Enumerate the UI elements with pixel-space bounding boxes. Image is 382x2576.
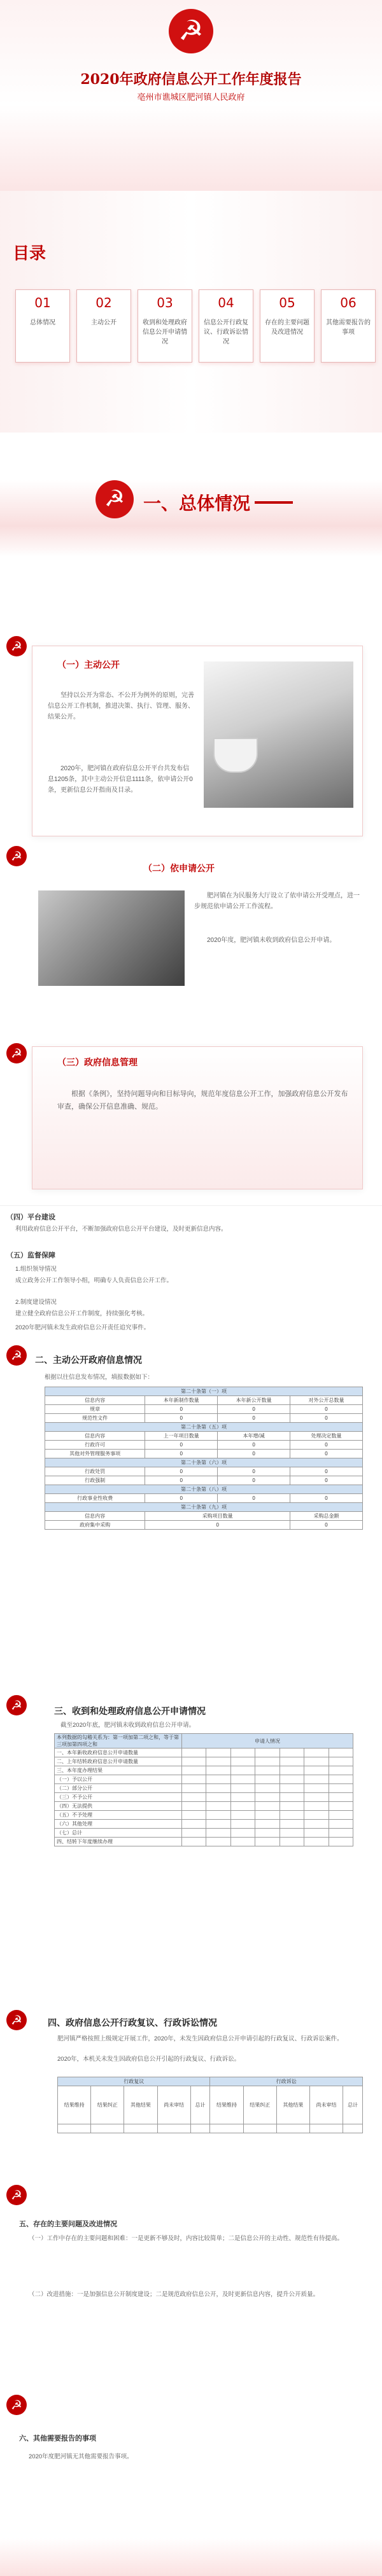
apply-disclosure-heading: （二）依申请公开 xyxy=(143,864,215,874)
table-header-cell: 采购项目数量 xyxy=(145,1512,290,1521)
section-5-title: 五、存在的主要问题及改进情况 xyxy=(19,2220,117,2228)
platform-heading: （四）平台建设 xyxy=(6,1214,55,1221)
toc-item-5[interactable] xyxy=(260,289,315,363)
table-cell: 结果维持 xyxy=(210,2086,243,2124)
table-cell: 行政强制 xyxy=(45,1476,145,1485)
table-cell: 0 xyxy=(290,1414,363,1423)
toc-item-label: 收到和处理政府信息公开申请情况 xyxy=(143,319,187,345)
table-header-cell: 行政复议 xyxy=(58,2077,210,2086)
table-header-cell: 处理决定数量 xyxy=(290,1432,363,1441)
table-cell: 尚未审结 xyxy=(157,2086,190,2124)
toc-item-number: 03 xyxy=(157,295,173,310)
apply-disclosure-text-2: 2020年度，肥河镇未收到政府信息公开申请。 xyxy=(207,937,336,944)
table-header-cell: 本列数据的勾稽关系为：第一项加第二项之和，等于第三项加第四项之和 xyxy=(55,1734,182,1748)
table-row-label: （七）总计 xyxy=(55,1829,182,1838)
table-cell: 总计 xyxy=(190,2086,210,2124)
table-row-label: 四、结转下年度继续办理 xyxy=(55,1838,182,1846)
supervision-text-2: 建立健全政府信息公开工作制度，持续强化考核。 xyxy=(15,1310,149,1317)
table-cell: 0 xyxy=(145,1450,218,1458)
table-cell: 结果维持 xyxy=(58,2086,91,2124)
table-cell: 0 xyxy=(290,1494,363,1503)
supervision-item-2: 2.制度建设情况 xyxy=(15,1299,57,1306)
table-header-cell: 采购总金额 xyxy=(290,1512,363,1521)
table-cell: 0 xyxy=(290,1467,363,1476)
party-flag-icon: ☭ xyxy=(6,2010,27,2030)
application-table xyxy=(54,1733,353,1846)
table-group-header: 第二十条第（五）项 xyxy=(45,1423,363,1432)
books-photo xyxy=(204,661,353,808)
devices-photo xyxy=(38,890,185,986)
toc-item-label: 其他需要报告的事项 xyxy=(326,319,371,336)
toc-item-1[interactable] xyxy=(15,289,70,363)
table-header-cell: 本年新公开数量 xyxy=(218,1396,290,1405)
table-header-cell: 申请人情况 xyxy=(182,1734,353,1748)
toc-item-label: 主动公开 xyxy=(91,319,117,326)
supervision-heading: （五）监督保障 xyxy=(6,1252,55,1259)
table-row-label: 二、上年结转政府信息公开申请数量 xyxy=(55,1757,182,1766)
section-4-text-1: 肥河镇严格按照上级规定开展工作，2020年，未发生因政府信息公开申请引起的行政复议、行政诉讼案件。 xyxy=(57,2035,343,2042)
table-cell: 0 xyxy=(218,1441,290,1450)
toc-item-6[interactable] xyxy=(321,289,376,363)
toc-item-number: 05 xyxy=(279,295,295,310)
table-cell: 0 xyxy=(145,1414,218,1423)
toc-item-label: 信息公开行政复议、行政诉讼情况 xyxy=(204,319,248,345)
table-row-label: （六）其他处理 xyxy=(55,1820,182,1829)
table-cell: 0 xyxy=(218,1414,290,1423)
table-cell: 尚未审结 xyxy=(309,2086,343,2124)
table-cell: 行政事业性收费 xyxy=(45,1494,145,1503)
table-row-label: 三、本年度办理结果 xyxy=(55,1766,182,1775)
table-header-cell: 本年新制作数量 xyxy=(145,1396,218,1405)
table-cell: 其他对外管理服务事项 xyxy=(45,1450,145,1458)
table-cell: 0 xyxy=(290,1476,363,1485)
platform-text: 利用政府信息公开平台，不断加强政府信息公开平台建设，及时更新信息内容。 xyxy=(15,1226,227,1233)
toc-item-number: 04 xyxy=(218,295,234,310)
info-management-text: 根据《条例》，坚持问题导向和目标导向，规范年度信息公开工作，加强政府信息公开发布审查，确保公开信息准确、规范。 xyxy=(57,1090,348,1111)
table-cell: 其他结果 xyxy=(276,2086,309,2124)
table-cell: 0 xyxy=(290,1405,363,1414)
table-header-cell: 对外公开总数量 xyxy=(290,1396,363,1405)
section-4-text-2: 2020年，本机关未发生因政府信息公开引起的行政复议、行政诉讼。 xyxy=(57,2056,241,2063)
table-group-header: 第二十条第（九）项 xyxy=(45,1503,363,1512)
toc-item-number: 02 xyxy=(96,295,112,310)
section-1-title: 一、总体情况 xyxy=(143,493,251,514)
party-flag-icon: ☭ xyxy=(6,2395,27,2415)
party-emblem-icon: ☭ xyxy=(96,480,134,518)
table-cell: 结果纠正 xyxy=(243,2086,276,2124)
toc-list xyxy=(15,289,376,363)
table-group-header: 第二十条第（一）项 xyxy=(45,1387,363,1396)
table-cell: 0 xyxy=(290,1441,363,1450)
section-2-note: 根据以往信息发布情况，填报数据如下： xyxy=(45,1374,154,1381)
table-header-cell: 本年增/减 xyxy=(218,1432,290,1441)
party-flag-icon: ☭ xyxy=(6,1345,27,1366)
table-header-cell: 信息内容 xyxy=(45,1432,145,1441)
section-5-text-2: （二）改进措施：一是加强信息公开制度建设；二是规范政府信息公开，及时更新信息内容，提升公开质量。 xyxy=(29,2291,320,2298)
toc-item-3[interactable] xyxy=(138,289,192,363)
table-cell: 0 xyxy=(218,1450,290,1458)
table-cell: 0 xyxy=(218,1494,290,1503)
party-flag-icon: ☭ xyxy=(6,2185,27,2205)
table-cell: 0 xyxy=(218,1467,290,1476)
party-flag-icon: ☭ xyxy=(6,846,27,866)
report-title: 2020年政府信息公开工作年度报告 xyxy=(80,71,302,88)
toc-item-number: 01 xyxy=(34,295,51,310)
supervision-text-1: 成立政务公开工作领导小组，明确专人负责信息公开工作。 xyxy=(15,1277,173,1284)
table-cell: 0 xyxy=(145,1494,218,1503)
table-cell: 0 xyxy=(145,1405,218,1414)
table-row-label: （一）予以公开 xyxy=(55,1775,182,1784)
table-cell: 0 xyxy=(290,1521,363,1530)
report-subtitle: 亳州市谯城区肥河镇人民政府 xyxy=(137,93,245,102)
table-header-cell: 信息内容 xyxy=(45,1512,145,1521)
table-cell: 政府集中采购 xyxy=(45,1521,145,1530)
section-3-title: 三、收到和处理政府信息公开申请情况 xyxy=(54,1707,206,1717)
footer-band xyxy=(0,2538,382,2576)
supervision-text-3: 2020年肥河镇未发生政府信息公开责任追究事件。 xyxy=(15,1324,150,1331)
banner-underline xyxy=(255,501,293,504)
table-row-label: （三）不予公开 xyxy=(55,1793,182,1802)
table-cell: 0 xyxy=(145,1467,218,1476)
section-6-title: 六、其他需要报告的事项 xyxy=(19,2435,96,2442)
section-divider xyxy=(0,1205,382,1206)
active-disclosure-text-1: 坚持以公开为常态、不公开为例外的原则，完善信息公开工作机制，推进决策、执行、管理、服务、结果公开。 xyxy=(48,692,194,721)
section-4-title: 四、政府信息公开行政复议、行政诉讼情况 xyxy=(48,2018,217,2028)
apply-disclosure-text-1: 肥河镇在为民服务大厅设立了依申请公开受理点，进一步规范依申请公开工作流程。 xyxy=(194,892,360,910)
table-cell: 0 xyxy=(290,1450,363,1458)
table-cell: 其他结果 xyxy=(124,2086,157,2124)
table-cell: 行政处罚 xyxy=(45,1467,145,1476)
toc-item-4[interactable] xyxy=(199,289,253,363)
table-cell: 0 xyxy=(145,1476,218,1485)
section-5-text-1: （一）工作中存在的主要问题和困难：一是更新不够及时，内容比较简单；二是信息公开的主动性、规范性有待提高。 xyxy=(29,2235,344,2242)
table-cell: 0 xyxy=(218,1476,290,1485)
table-cell: 0 xyxy=(145,1521,290,1530)
toc-item-2[interactable] xyxy=(76,289,131,363)
table-row-label: （五）不予处理 xyxy=(55,1811,182,1820)
supervision-item-1: 1.组织领导情况 xyxy=(15,1266,57,1273)
table-cell: 0 xyxy=(145,1441,218,1450)
party-emblem-icon: ☭ xyxy=(169,9,213,53)
review-litigation-table xyxy=(57,2077,363,2133)
party-flag-icon: ☭ xyxy=(6,1695,27,1715)
active-disclosure-table xyxy=(45,1387,363,1530)
toc-item-number: 06 xyxy=(340,295,357,310)
party-flag-icon: ☭ xyxy=(6,636,27,656)
table-header-cell: 信息内容 xyxy=(45,1396,145,1405)
table-cell: 总计 xyxy=(343,2086,363,2124)
table-group-header: 第二十条第（八）项 xyxy=(45,1485,363,1494)
section-6-text: 2020年度肥河镇无其他需要报告事项。 xyxy=(29,2453,133,2460)
table-cell: 规范性文件 xyxy=(45,1414,145,1423)
table-group-header: 第二十条第（六）项 xyxy=(45,1458,363,1467)
active-disclosure-text-2: 2020年，肥河镇在政府信息公开平台共发布信息1205条，其中主动公开信息1111条，依申请公开0条，更新信息公开指南及目录。 xyxy=(48,765,193,794)
toc-heading: 目录 xyxy=(13,244,46,263)
toc-item-label: 总体情况 xyxy=(30,319,55,326)
active-disclosure-heading: （一）主动公开 xyxy=(57,660,120,670)
table-cell: 0 xyxy=(218,1405,290,1414)
table-row-label: （四）无法提供 xyxy=(55,1802,182,1811)
table-cell: 规章 xyxy=(45,1405,145,1414)
info-management-heading: （三）政府信息管理 xyxy=(57,1058,138,1068)
section-2-title: 二、主动公开政府信息情况 xyxy=(35,1355,142,1366)
table-header-cell: 上一年项目数量 xyxy=(145,1432,218,1441)
table-cell: 行政许可 xyxy=(45,1441,145,1450)
toc-item-label: 存在的主要问题及改进情况 xyxy=(265,319,309,336)
coffee-cup-image xyxy=(213,738,258,773)
table-row-label: 一、本年新收政府信息公开申请数量 xyxy=(55,1748,182,1757)
table-cell: 结果纠正 xyxy=(91,2086,124,2124)
section-3-note: 截至2020年底，肥河镇未收到政府信息公开申请。 xyxy=(60,1722,195,1729)
table-row-label: （二）部分公开 xyxy=(55,1784,182,1793)
party-flag-icon: ☭ xyxy=(6,1043,27,1063)
table-header-cell: 行政诉讼 xyxy=(210,2077,363,2086)
